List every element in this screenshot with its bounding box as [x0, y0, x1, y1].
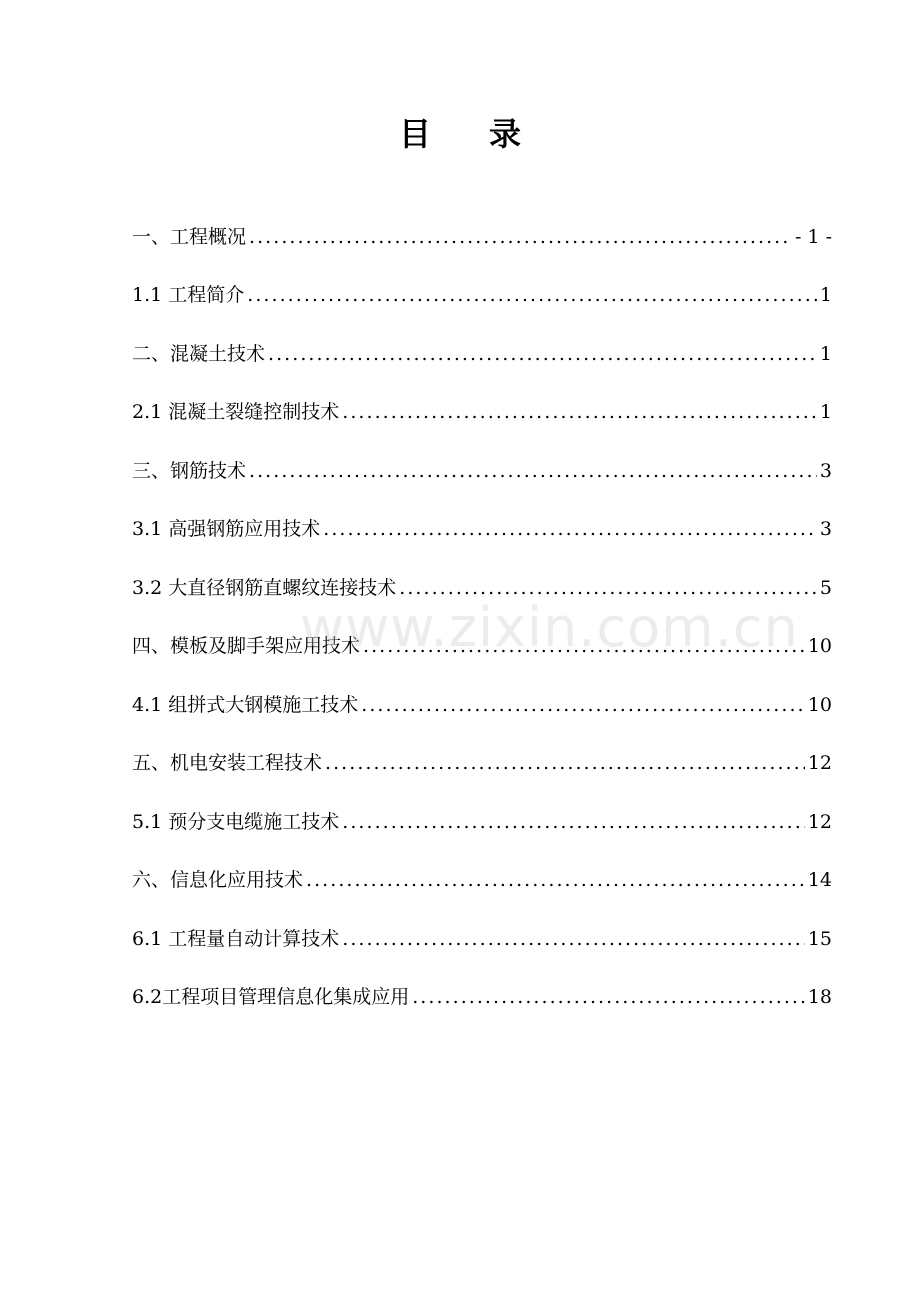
- toc-entry-page: 10: [807, 693, 832, 716]
- dot-leader: [323, 514, 817, 544]
- toc-entry[interactable]: [132, 954, 832, 1013]
- dot-leader: [361, 690, 805, 720]
- toc-entry-label: 一、工程概况: [132, 225, 247, 248]
- dot-leader: [268, 339, 817, 369]
- toc-entry-page: 1: [819, 342, 832, 365]
- toc-entry[interactable]: [132, 252, 832, 311]
- dot-leader: [247, 280, 817, 310]
- dot-leader: [342, 807, 805, 837]
- dot-leader: [249, 456, 817, 486]
- watermark: www.zixin.com.cn: [300, 596, 799, 659]
- toc-entry[interactable]: [132, 720, 832, 779]
- page-title: [0, 112, 920, 156]
- toc-entry[interactable]: [132, 895, 832, 954]
- toc-entry-label: 3.1 高强钢筋应用技术: [132, 518, 321, 540]
- toc-entry-label: 6.1 工程量自动计算技术: [132, 927, 340, 950]
- title-char-2: 录: [489, 115, 522, 153]
- toc-entry-page: 10: [807, 635, 832, 657]
- toc-entry-label: 1.1 工程简介: [132, 284, 245, 306]
- toc-entry-label: 6.2工程项目管理信息化集成应用: [132, 986, 410, 1008]
- toc-entry[interactable]: [132, 778, 832, 837]
- dot-leader: [412, 982, 805, 1012]
- toc-entry-label: 2.1 混凝土裂缝控制技术: [132, 401, 340, 423]
- toc-entry-page: 3: [819, 459, 832, 482]
- dot-leader: [342, 397, 817, 427]
- dot-leader: [325, 748, 805, 778]
- toc-entry-label: 3.2 大直径钢筋直螺纹连接技术: [132, 576, 397, 599]
- toc-entry[interactable]: [132, 661, 832, 720]
- dot-leader: [342, 924, 805, 954]
- toc-entry-page: 1: [819, 284, 832, 306]
- toc-entry-label: 二、混凝土技术: [132, 342, 266, 365]
- toc-entry-page: 12: [807, 752, 832, 774]
- toc-entry-label: 四、模板及脚手架应用技术: [132, 635, 361, 657]
- toc-entry-label: 三、钢筋技术: [132, 459, 247, 482]
- dot-leader: [306, 865, 805, 895]
- toc-entry-page: 14: [807, 869, 832, 891]
- toc-entry[interactable]: [132, 544, 832, 603]
- toc-entry-page: 1: [819, 401, 832, 423]
- toc-entry-label: 五、机电安装工程技术: [132, 752, 323, 774]
- dot-leader: [249, 222, 792, 252]
- toc-entry[interactable]: [132, 486, 832, 545]
- toc-entry[interactable]: [132, 837, 832, 896]
- toc-entry[interactable]: [132, 310, 832, 369]
- toc-entry[interactable]: [132, 427, 832, 486]
- toc-entry-label: 六、信息化应用技术: [132, 869, 304, 891]
- title-char-1: 目: [398, 115, 431, 153]
- toc-entry-label: 4.1 组拼式大钢模施工技术: [132, 693, 359, 716]
- toc-entry-page: 18: [807, 986, 832, 1008]
- toc-entry-page: 5: [819, 576, 832, 599]
- toc-entry[interactable]: [132, 193, 832, 252]
- toc-entry-page: 15: [807, 927, 832, 950]
- toc-entry[interactable]: [132, 369, 832, 428]
- toc-entry-page: 3: [819, 518, 832, 540]
- toc-entry-label: 5.1 预分支电缆施工技术: [132, 810, 340, 833]
- toc-entry-page: 12: [807, 810, 832, 833]
- toc-entry-page: - 1 -: [794, 225, 832, 248]
